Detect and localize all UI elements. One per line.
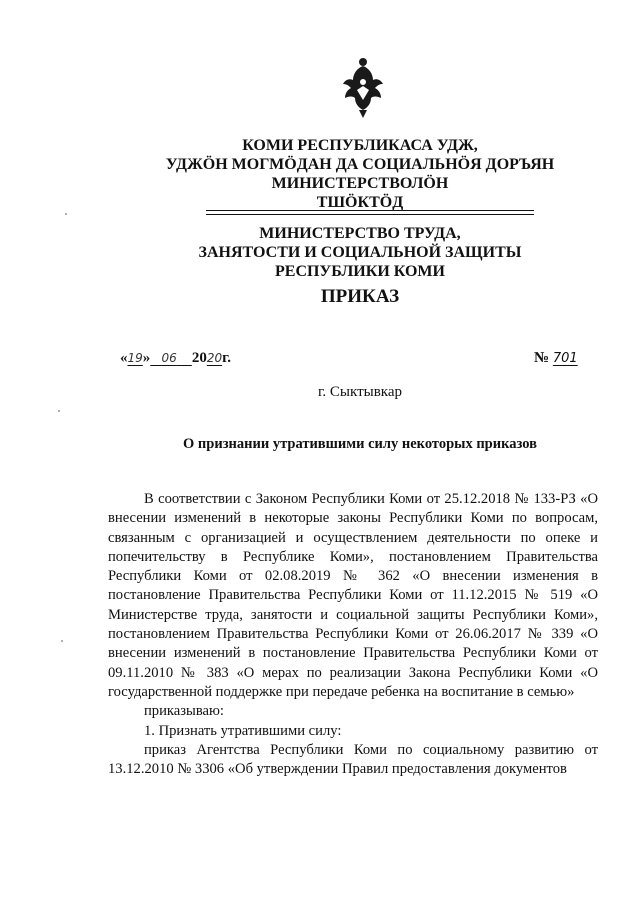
date-month xyxy=(150,350,192,366)
scan-speck xyxy=(65,213,67,215)
date-day xyxy=(128,350,143,366)
date-day-value: 19 xyxy=(127,351,143,365)
order-subject: О признании утратившими силу некоторых приказов xyxy=(183,436,537,452)
date-g: г. xyxy=(222,350,231,366)
coat-of-arms-icon xyxy=(339,56,387,120)
body-paragraph: приказываю: xyxy=(144,703,224,720)
date-month-value: 06 xyxy=(161,351,177,365)
date-open-quote: « xyxy=(120,350,128,366)
date-close-quote: » xyxy=(142,350,151,366)
header-ru-line: РЕСПУБЛИКИ КОМИ xyxy=(275,263,445,280)
body-paragraph: 1. Признать утратившими силу: xyxy=(144,722,342,739)
scan-speck xyxy=(58,410,60,412)
number-value-wrap xyxy=(553,350,578,366)
header-komi-line: КОМИ РЕСПУБЛИКАСА УДЖ, xyxy=(242,137,478,154)
header-divider xyxy=(206,214,534,215)
number-value: 701 xyxy=(552,351,578,366)
city: г. Сыктывкар xyxy=(317,384,403,400)
order-number xyxy=(534,350,578,367)
date-year-suffix-value: 20 xyxy=(206,351,223,365)
header-komi-line: УДЖӦН МОГМӦДАН ДА СОЦИАЛЬНӦЯ ДОРЪЯН xyxy=(165,156,555,173)
body-paragraph: приказ Агентства Республики Коми по социальному развитию от 13.12.2010 № 3306 «Об утверждении Правил предоставления документов xyxy=(108,741,598,778)
header-ru-line: МИНИСТЕРСТВО ТРУДА, xyxy=(259,225,461,242)
header-komi-line: МИНИСТЕРСТВОЛӦН xyxy=(271,175,449,192)
date-year-prefix: 20 xyxy=(191,350,207,366)
body-paragraph: В соответствии с Законом Республики Коми от 25.12.2018 № 133-РЗ «О внесении изменений в некоторые законы Республики Коми по вопросам, связанным с организацией и осуществлением деятельности по опеке и попечительству в Республике Коми», постановлением Правительства Республики Коми от 02.08.2019 № 362 «О внесении изменения в постановление Правительства Республики Коми от 11.12.2015 № 519 «О Министерстве труда, занятости и социальной защиты Республики Коми», постановлением Правительства Республики Коми от 26.06.2017 № 339 «О внесении изменений в постановление Правительства Республики Коми от 09.11.2010 № 383 «О мерах по реализации Закона Республики Коми «О государственной поддержке при передаче ребенка на воспитание в семью» xyxy=(108,491,598,700)
header-ru-line: ЗАНЯТОСТИ И СОЦИАЛЬНОЙ ЗАЩИТЫ xyxy=(198,244,522,261)
order-date xyxy=(120,350,231,367)
header-divider xyxy=(206,210,534,211)
scan-speck xyxy=(61,640,63,642)
header-ru xyxy=(0,224,640,281)
header-komi xyxy=(0,136,640,212)
header-komi-line: ТШӦКТӦД xyxy=(316,194,404,211)
order-body xyxy=(108,490,598,779)
date-year-suffix xyxy=(207,350,222,366)
number-label: № xyxy=(534,350,550,366)
document-type: ПРИКАЗ xyxy=(320,286,400,307)
